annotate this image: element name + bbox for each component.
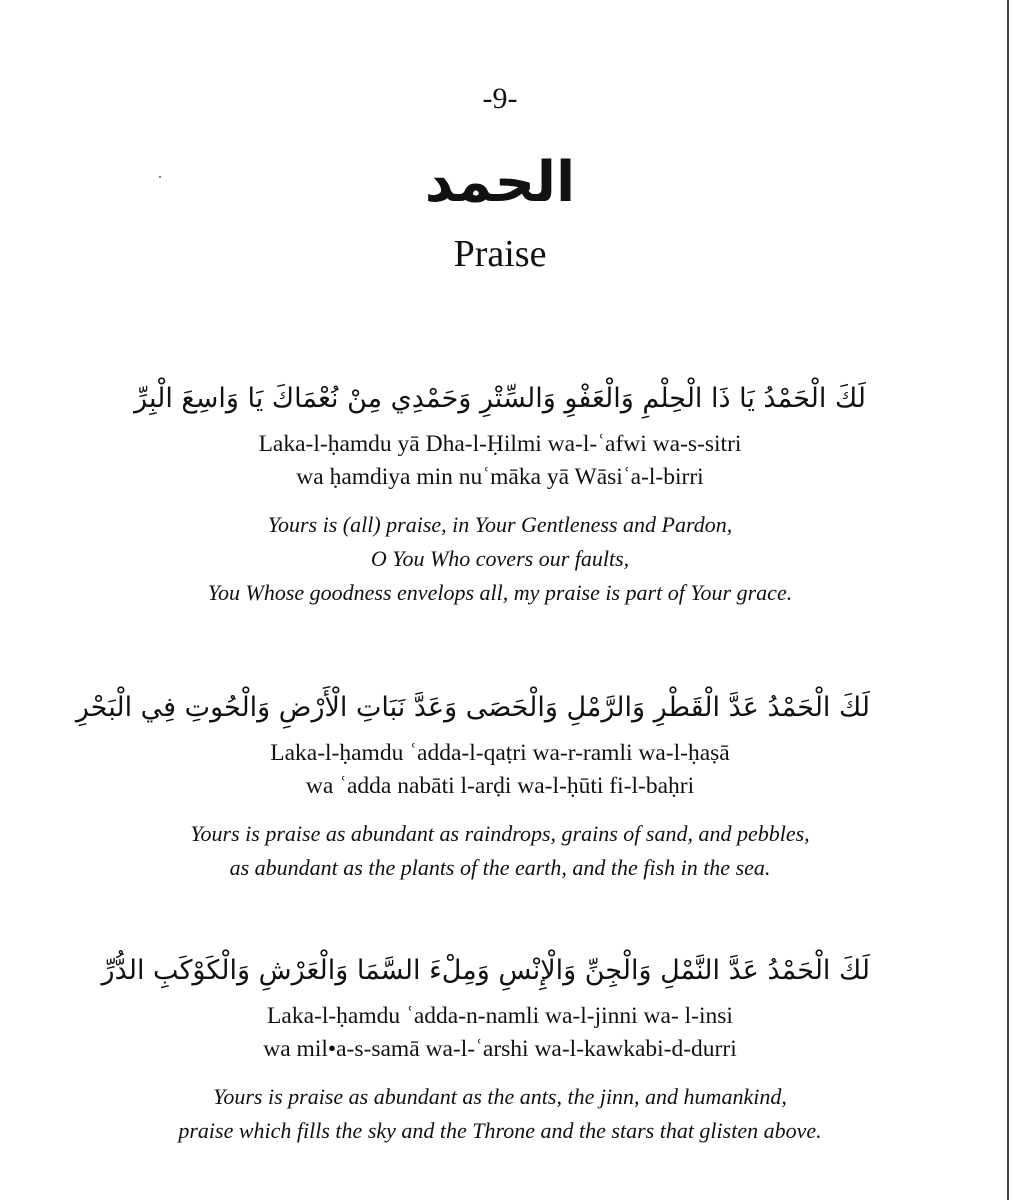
title-arabic-calligraphy: الحمد [424,150,576,215]
verse-transliteration-line: Laka-l-ḥamdu ʿadda-l-qaṭri wa-r-ramli wa-l-ḥaṣā [270,740,730,766]
verse-translation-line: You Whose goodness envelops all, my praise is part of Your grace. [207,580,793,605]
verse-block [75,683,870,885]
verse-arabic-text: لَكَ الْحَمْدُ عَدَّ النَّمْلِ وَالْجِنِّ وَالْإِنْسِ وَمِلْءَ السَّمَا وَالْعَرْشِ وَالْكَوْكَبِ الدُّرِّ [101,955,870,986]
verse-translation-line: O You Who covers our faults, [370,546,630,571]
verse-arabic-text: لَكَ الْحَمْدُ عَدَّ الْقَطْرِ وَالرَّمْلِ وَالْحَصَى وَعَدَّ نَبَاتِ الْأَرْضِ وَالْحُوتِ فِي الْبَحْرِ [75,692,870,723]
verse-transliteration-line: wa mil•a-s-samā wa-l-ʿarshi wa-l-kawkabi-d-durri [263,1036,737,1062]
verse-block [130,374,870,610]
verse-translation-line: as abundant as the plants of the earth, and the fish in the sea. [229,855,771,880]
verse-transliteration-line: wa ʿadda nabāti l-arḍi wa-l-ḥūti fi-l-baḥri [305,773,695,799]
verse-translation-line: Yours is praise as abundant as raindrops, grains of sand, and pebbles, [190,821,810,846]
verse-translation-line: Yours is praise as abundant as the ants, the jinn, and humankind, [213,1084,787,1109]
verse-transliteration-line: wa ḥamdiya min nuʿmāka yā Wāsiʿa-l-birri [296,464,704,490]
verse-block [101,946,870,1148]
verse-transliteration-line: Laka-l-ḥamdu ʿadda-n-namli wa-l-jinni wa- l-insi [267,1003,733,1029]
page-number: -9- [482,82,518,115]
page-title: Praise [453,233,547,275]
verse-transliteration-line: Laka-l-ḥamdu yā Dha-l-Ḥilmi wa-l-ʿafwi wa-s-sitri [258,431,742,457]
verse-translation-line: Yours is (all) praise, in Your Gentleness and Pardon, [267,512,733,537]
page-edge-line [1007,0,1009,1200]
verse-arabic-text: لَكَ الْحَمْدُ يَا ذَا الْحِلْمِ وَالْعَفْوِ وَالسِّتْرِ وَحَمْدِي مِنْ نُعْمَاكَ يَا وَاسِعَ الْبِرِّ [134,383,866,414]
verse-translation-line: praise which fills the sky and the Throne and the stars that glisten above. [178,1118,822,1143]
